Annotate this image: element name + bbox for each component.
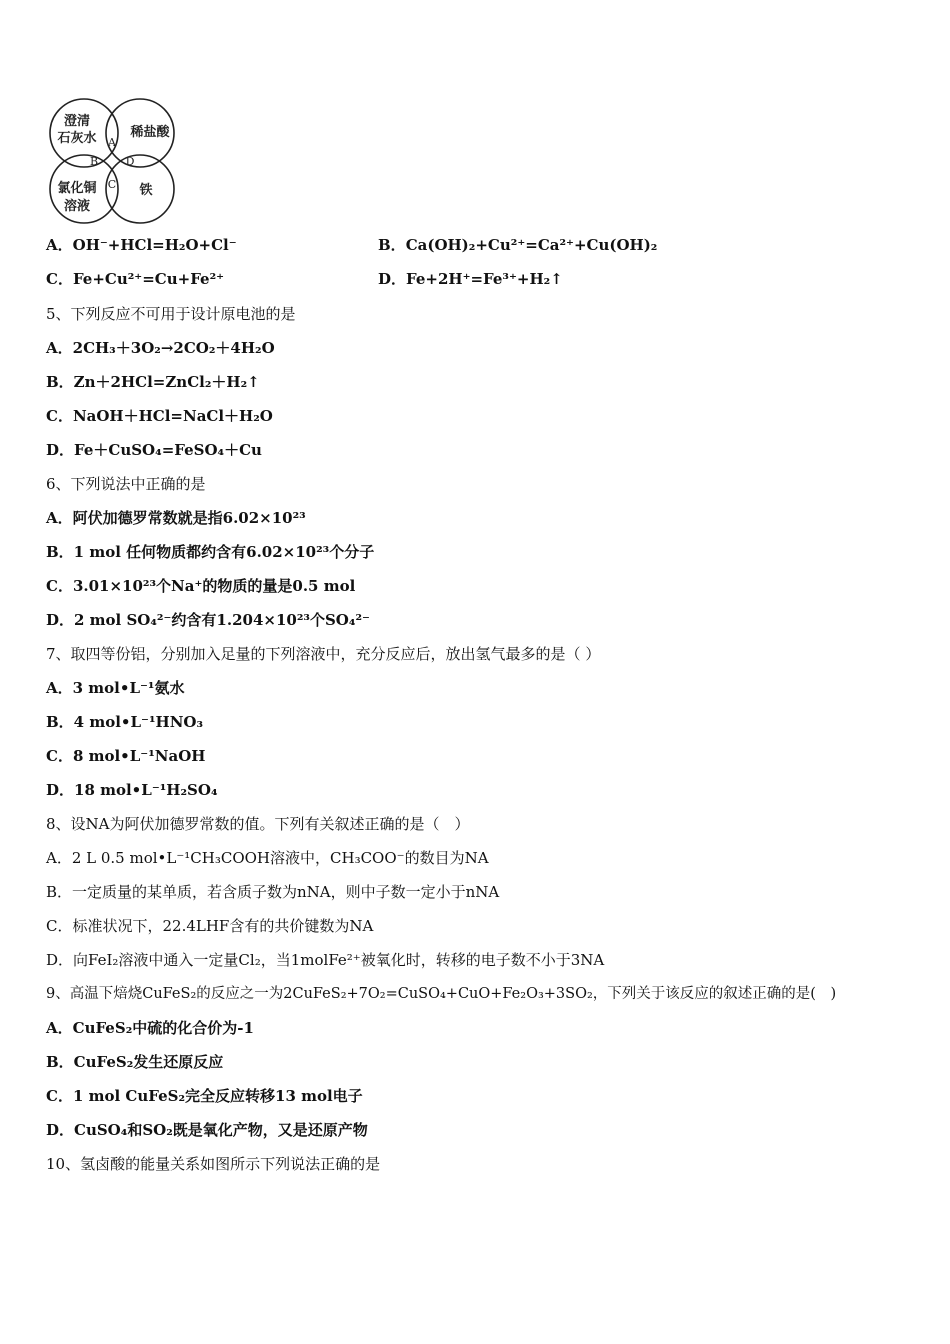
q7-option-c: C．8 mol•L⁻¹NaOH xyxy=(46,747,206,765)
q7-stem: 7、取四等份铝，分别加入足量的下列溶液中，充分反应后，放出氢气最多的是（ ） xyxy=(46,645,601,663)
venn-label-copper-chloride-2: 溶液 xyxy=(63,199,91,214)
q4-option-a xyxy=(46,235,237,255)
option-text: Ca(OH)₂+Cu²⁺=Ca²⁺+Cu(OH)₂ xyxy=(405,236,658,254)
venn-label-hydrochloric-acid: 稀盐酸 xyxy=(130,125,170,140)
q5-option-b: B．Zn＋2HCl=ZnCl₂＋H₂↑ xyxy=(46,373,260,391)
q9-stem: 9、高温下焙烧CuFeS₂的反应之一为2CuFeS₂+7O₂=CuSO₄+CuO+Fe₂O₃+3SO₂，下列关于该反应的叙述正确的是( ) xyxy=(46,986,837,1002)
q7-option-b: B．4 mol•L⁻¹HNO₃ xyxy=(46,713,204,731)
q5-option-c: C．NaOH＋HCl=NaCl＋H₂O xyxy=(46,407,273,425)
option-text: Fe+2H⁺=Fe³⁺+H₂↑ xyxy=(406,270,563,288)
q6-option-d: D．2 mol SO₄²⁻约含有1.204×10²³个SO₄²⁻ xyxy=(46,611,370,629)
option-label: A． xyxy=(46,236,73,254)
q6-option-c: C．3.01×10²³个Na⁺的物质的量是0.5 mol xyxy=(46,577,356,595)
venn-label-limewater-1: 澄清 xyxy=(63,114,91,129)
venn-region-d: D xyxy=(125,155,135,168)
venn-label-iron: 铁 xyxy=(139,183,153,198)
q10-stem: 10、氢卤酸的能量关系如图所示下列说法正确的是 xyxy=(46,1155,381,1173)
q6-stem: 6、下列说法中正确的是 xyxy=(46,475,206,493)
q4-option-d xyxy=(378,269,563,289)
option-label: C． xyxy=(46,270,73,288)
q5-stem: 5、下列反应不可用于设计原电池的是 xyxy=(46,305,296,323)
q7-option-a: A．3 mol•L⁻¹氨水 xyxy=(46,679,185,697)
q4-option-b xyxy=(378,235,657,255)
q9-option-d: D．CuSO₄和SO₂既是氧化产物，又是还原产物 xyxy=(46,1121,368,1139)
venn-region-b: B xyxy=(89,155,99,168)
q5-option-a: A．2CH₃＋3O₂→2CO₂＋4H₂O xyxy=(46,339,275,357)
q9-option-b: B．CuFeS₂发生还原反应 xyxy=(46,1053,224,1071)
venn-label-copper-chloride-1: 氯化铜 xyxy=(57,181,97,196)
q7-option-d: D．18 mol•L⁻¹H₂SO₄ xyxy=(46,781,218,799)
q9-option-c: C．1 mol CuFeS₂完全反应转移13 mol电子 xyxy=(46,1087,363,1105)
q5-option-d: D．Fe＋CuSO₄=FeSO₄＋Cu xyxy=(46,441,262,459)
option-label: D． xyxy=(378,270,407,288)
q8-stem: 8、设NA为阿伏加德罗常数的值。下列有关叙述正确的是（ ） xyxy=(46,815,470,833)
q8-option-c: C．标准状况下，22.4LHF含有的共价键数为NA xyxy=(46,917,374,935)
venn-region-c: C xyxy=(107,178,117,191)
q6-option-a: A．阿伏加德罗常数就是指6.02×10²³ xyxy=(46,509,306,527)
q9-option-a: A．CuFeS₂中硫的化合价为-1 xyxy=(46,1019,254,1037)
venn-region-a: A xyxy=(108,136,116,149)
q8-option-b: B．一定质量的某单质，若含质子数为nNA，则中子数一定小于nNA xyxy=(46,883,500,901)
venn-label-limewater-2: 石灰水 xyxy=(57,131,97,146)
option-label: B． xyxy=(378,236,406,254)
q8-option-d: D．向FeI₂溶液中通入一定量Cl₂，当1molFe²⁺被氧化时，转移的电子数不小于3NA xyxy=(46,951,605,969)
option-text: OH⁻+HCl=H₂O+Cl⁻ xyxy=(72,236,237,254)
q4-option-c xyxy=(46,269,224,289)
q8-option-a: A．2 L 0.5 mol•L⁻¹CH₃COOH溶液中，CH₃COO⁻的数目为NA xyxy=(46,849,489,867)
option-text: Fe+Cu²⁺=Cu+Fe²⁺ xyxy=(72,270,225,288)
venn-diagram xyxy=(44,98,184,226)
q6-option-b: B．1 mol 任何物质都约含有6.02×10²³个分子 xyxy=(46,543,375,561)
